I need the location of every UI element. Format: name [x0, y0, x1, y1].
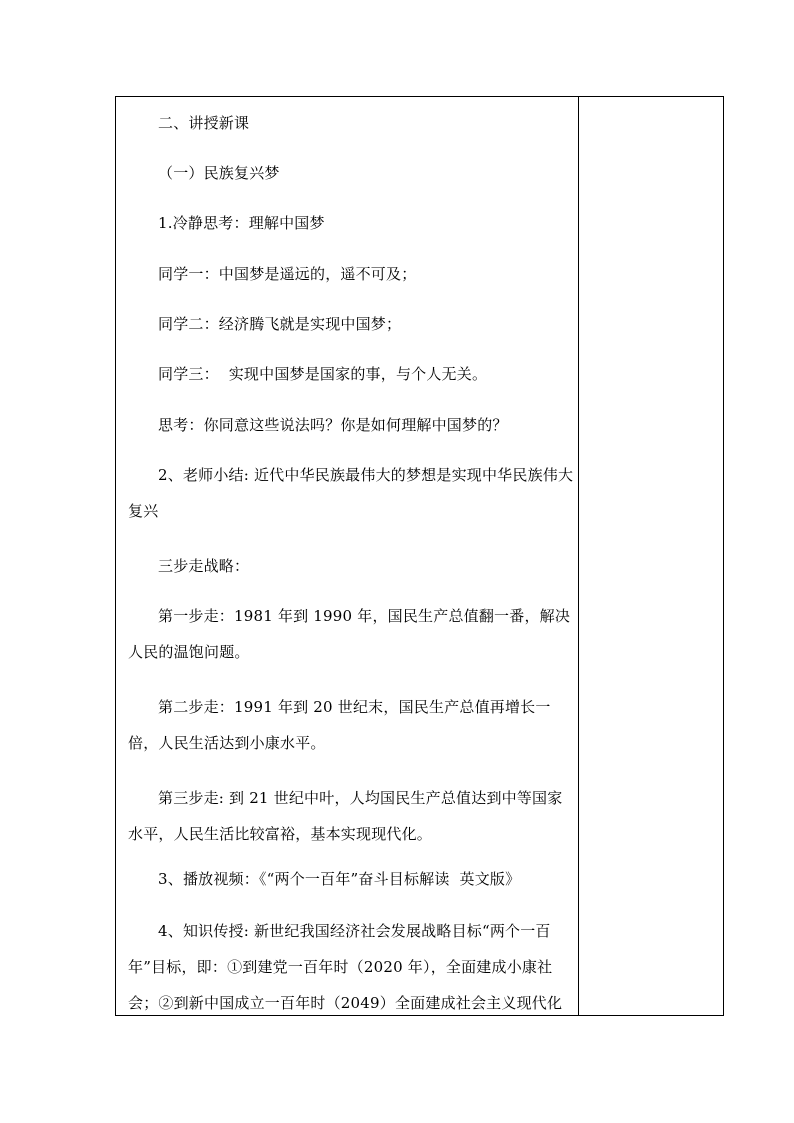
paragraph-knowledge: 4、知识传授: 新世纪我国经济社会发展战略目标“两个一百年”目标，即：①到建党一百年时（2020 年），全面建成小康社会；②到新中国成立一百年时（2049）全面建成社会主义现代化	[128, 922, 563, 1012]
lesson-content-cell	[116, 97, 578, 1015]
notes-cell	[579, 97, 723, 1015]
paragraph-student-one: 同学一：中国梦是遥远的，遥不可及；	[158, 265, 417, 283]
paragraph-three-step-strategy: 三步走战略：	[158, 557, 250, 575]
lesson-table	[115, 96, 724, 1016]
subsection-heading: （一）民族复兴梦	[158, 164, 280, 182]
paragraph-step-one: 第一步走：1981 年到 1990 年，国民生产总值翻一番，解决人民的温饱问题。	[128, 607, 571, 661]
section-heading: 二、讲授新课	[158, 114, 250, 132]
paragraph-step-three: 第三步走: 到 21 世纪中叶，人均国民生产总值达到中等国家水平，人民生活比较富裕，基本实现现代化。	[128, 789, 563, 843]
paragraph-student-two: 同学二：经济腾飞就是实现中国梦；	[158, 315, 402, 333]
paragraph-video: 3、播放视频：《“两个一百年”奋斗目标解读 英文版》	[158, 870, 521, 888]
paragraph-question: 思考：你同意这些说法吗？你是如何理解中国梦的？	[158, 416, 508, 434]
paragraph-teacher-summary: 2、老师小结: 近代中华民族最伟大的梦想是实现中华民族伟大复兴	[128, 466, 574, 520]
paragraph-student-three: 同学三： 实现中国梦是国家的事，与个人无关。	[158, 365, 488, 383]
paragraph-think-calmly: 1.冷静思考：理解中国梦	[158, 214, 325, 232]
paragraph-step-two: 第二步走：1991 年到 20 世纪末，国民生产总值再增长一倍，人民生活达到小康水平。	[128, 698, 551, 752]
